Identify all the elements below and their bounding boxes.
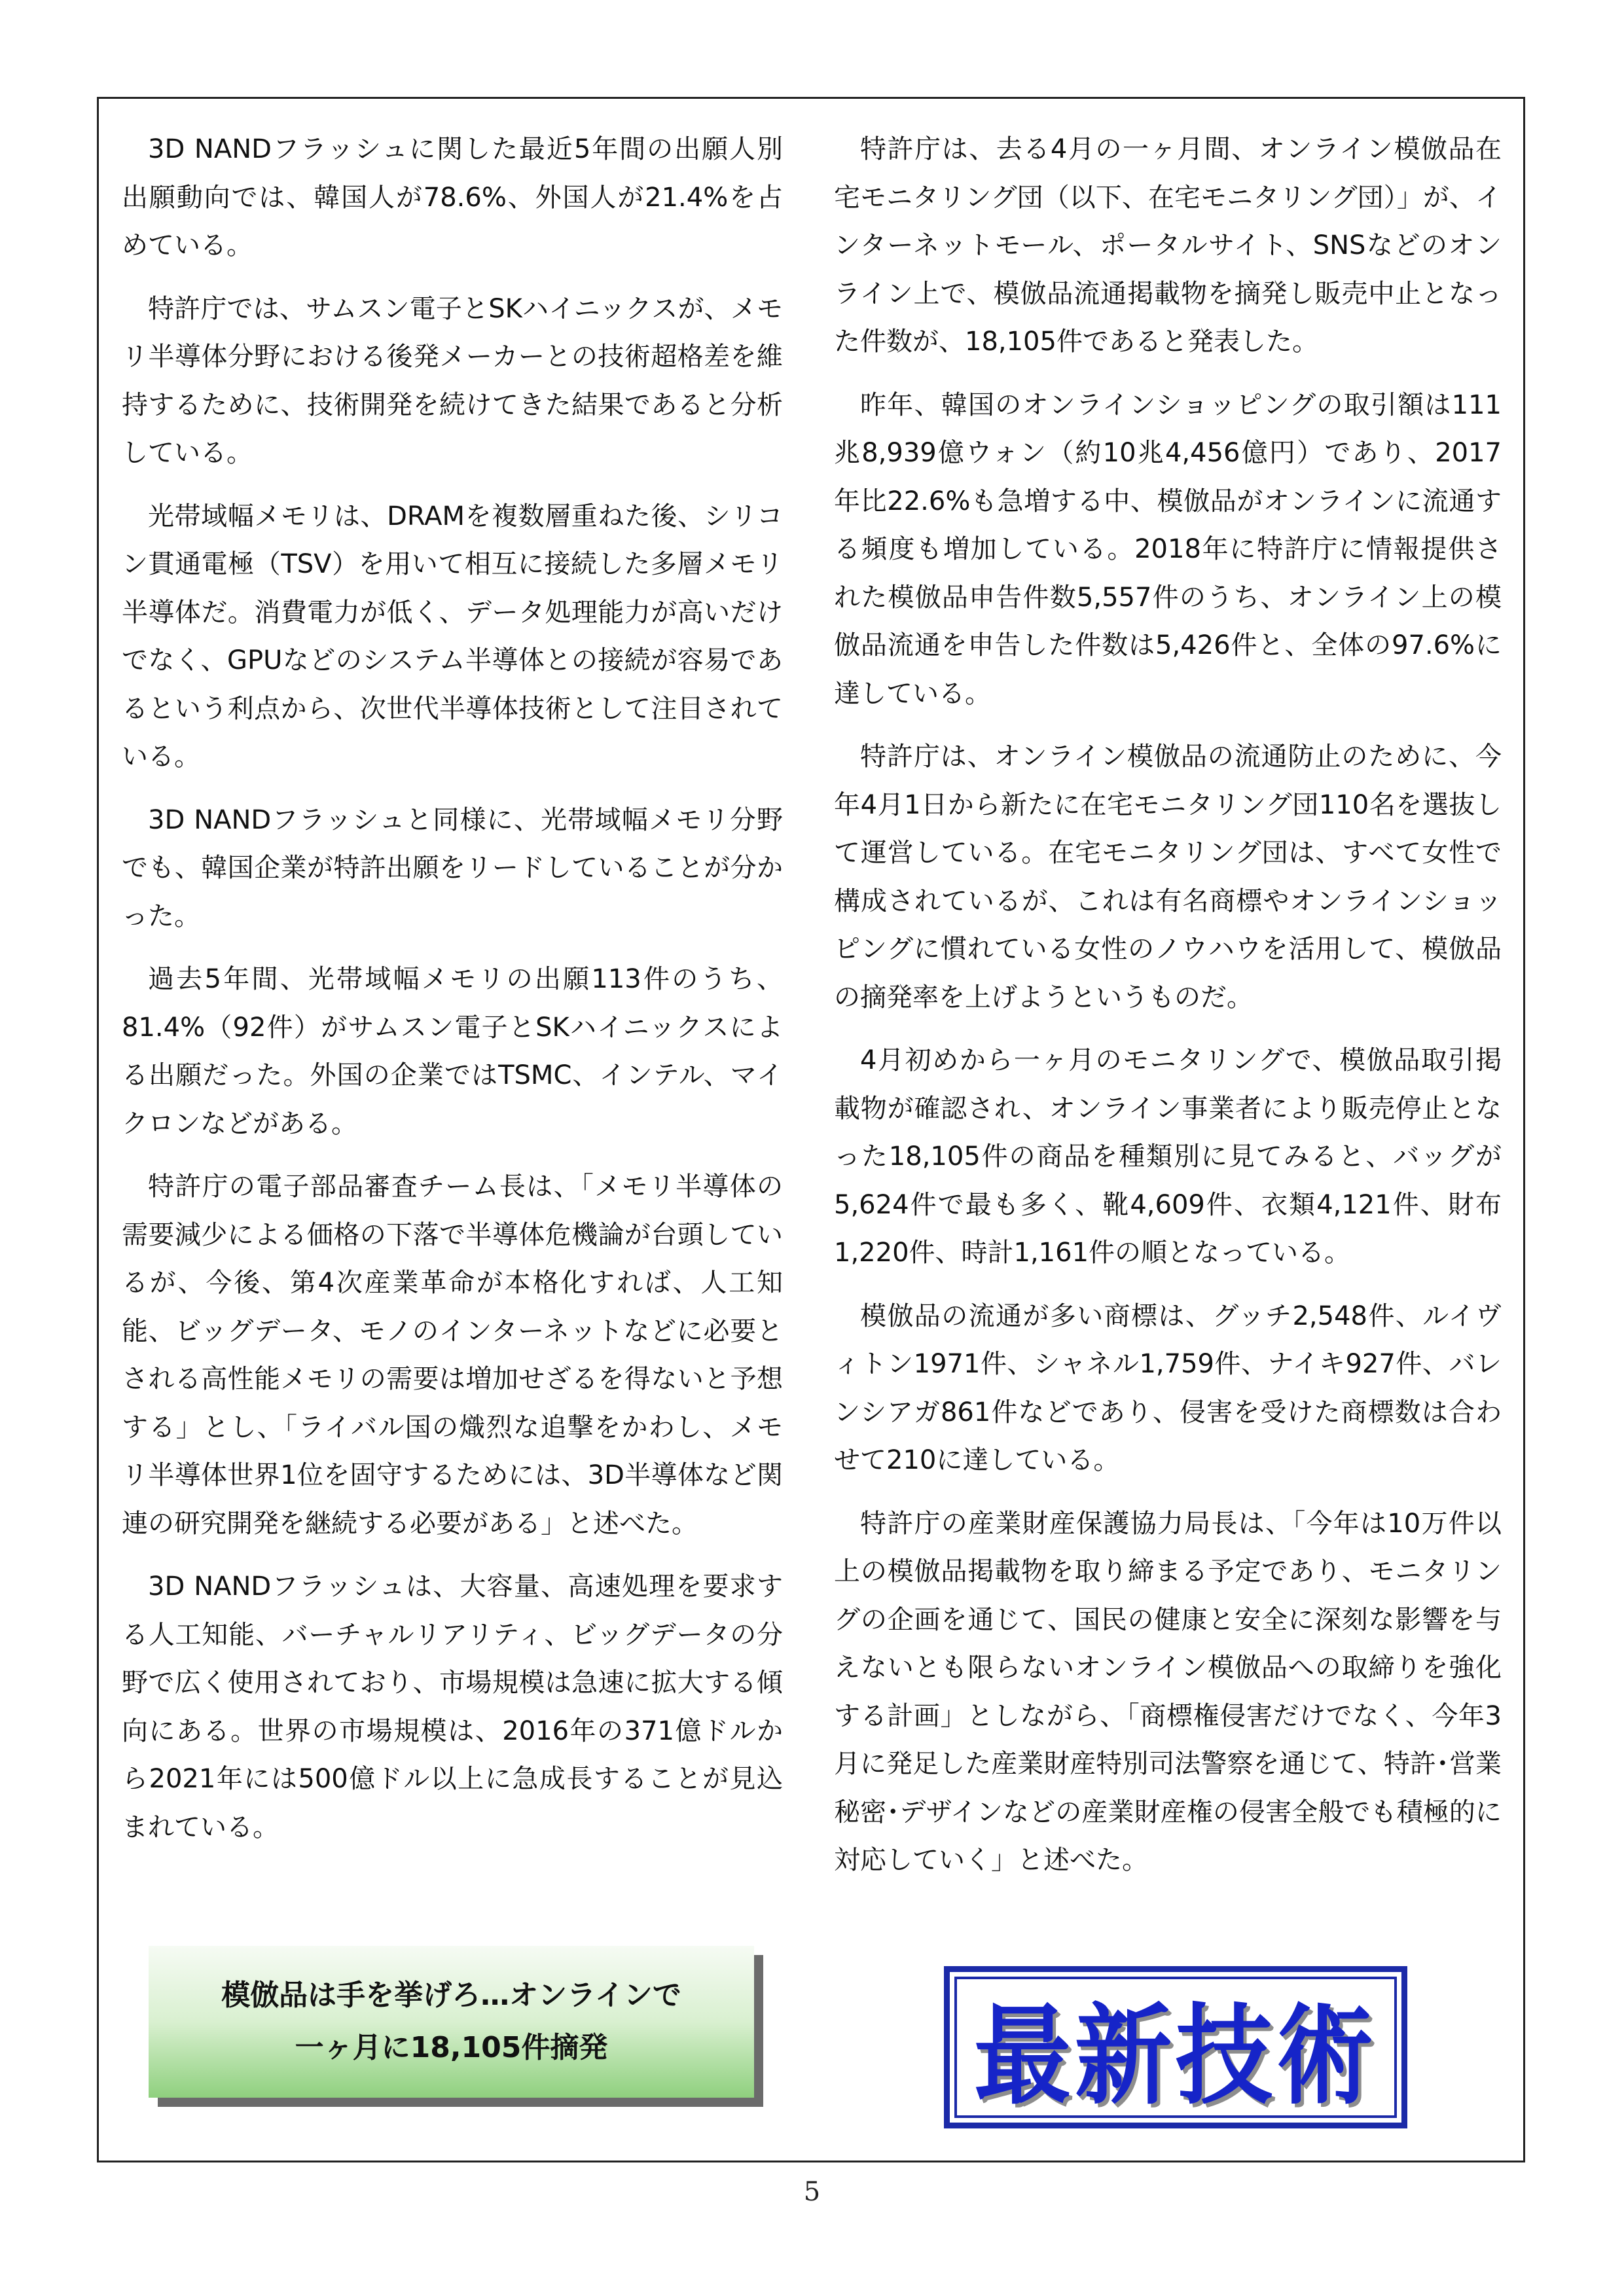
left-paragraph-7: 3D NANDフラッシュは、大容量、高速処理を要求する人工知能、バーチャルリアリティ、ビッグデータの分野で広く使用されており、市場規模は急速に拡大する傾向にある。世界の市場規模は、2016年の371億ドルから2021年には500億ドル以上に急成長することが見込まれている。: [122, 1571, 783, 1842]
left-paragraph-1: 3D NANDフラッシュに関した最近5年間の出願人別出願動向では、韓国人が78.6%、外国人が21.4%を占めている。: [122, 134, 783, 260]
page-number: 5: [803, 2177, 821, 2207]
left-paragraph-4: 3D NANDフラッシュと同様に、光帯域幅メモリ分野でも、韓国企業が特許出願をリードしていることが分かった。: [122, 804, 783, 931]
left-paragraph-3: 光帯域幅メモリは、DRAMを複数層重ねた後、シリコン貫通電極（TSV）を用いて相互に接続した多層メモリ半導体だ。消費電力が低く、データ処理能力が高いだけでなく、GPUなどのシステム半導体との接続が容易であるという利点から、次世代半導体技術として注目されている。: [122, 501, 783, 772]
right-paragraph-4: 4月初めから一ヶ月のモニタリングで、模倣品取引掲載物が確認され、オンライン事業者により販売停止となった18,105件の商品を種類別に見てみると、バッグが5,624件で最も多く、靴4,609件、衣類4,121件、財布1,220件、時計1,161件の順となっている。: [834, 1045, 1502, 1268]
left-article-column: [122, 126, 783, 1867]
right-article-column: [834, 126, 1502, 1900]
right-paragraph-2: 昨年、韓国のオンラインショッピングの取引額は111兆8,939億ウォン（約10兆4,456億円）であり、2017年比22.6%も急増する中、模倣品がオンラインに流通する頻度も増加している。2018年に特許庁に情報提供された模倣品申告件数5,557件のうち、オンライン上の模倣品流通を申告した件数は5,426件と、全体の97.6%に達している。: [834, 389, 1502, 709]
left-paragraph-5: 過去5年間、光帯域幅メモリの出願113件のうち、81.4%（92件）がサムスン電子とSKハイニックスによる出願だった。外国の企業ではTSMC、インテル、マイクロンなどがある。: [122, 964, 783, 1139]
right-paragraph-3: 特許庁は、オンライン模倣品の流通防止のために、今年4月1日から新たに在宅モニタリング団110名を選抜して運営している。在宅モニタリング団は、すべて女性で構成されているが、これは有名商標やオンラインショッピングに慣れている女性のノウハウを活用して、模倣品の摘発率を上げようというものだ。: [834, 742, 1502, 1013]
right-paragraph-1: 特許庁は、去る4月の一ヶ月間、オンライン模倣品在宅モニタリング団（以下、在宅モニタリング団）」が、インターネットモール、ポータルサイト、SNSなどのオンライン上で、模倣品流通掲載物を摘発し販売中止となった件数が、18,105件であると発表した。: [834, 134, 1502, 357]
left-paragraph-6: 特許庁の電子部品審査チーム長は、「メモリ半導体の需要減少による価格の下落で半導体危機論が台頭しているが、今後、第4次産業革命が本格化すれば、人工知能、ビッグデータ、モノのインターネットなどに必要とされる高性能メモリの需要は増加せざるを得ないと予想する」とし、「ライバル国の熾烈な追撃をかわし、メモリ半導体世界1位を固守するためには、3D半導体など関連の研究開発を継続する必要がある」と述べた。: [122, 1172, 783, 1539]
article-headline: 模倣品は手を挙げろ…オンラインで 一ヶ月に18,105件摘発: [221, 1979, 681, 2064]
right-paragraph-5: 模倣品の流通が多い商標は、グッチ2,548件、ルイヴィトン1971件、シャネル1,759件、ナイキ927件、バレンシアガ861件などであり、侵害を受けた商標数は合わせて210に達している。: [834, 1300, 1502, 1475]
right-paragraph-6: 特許庁の産業財産保護協力局長は、「今年は10万件以上の模倣品掲載物を取り締まる予定であり、モニタリングの企画を通じて、国民の健康と安全に深刻な影響を与えないとも限らないオンライン模倣品への取締りを強化する計画」としながら、「商標権侵害だけでなく、今年3月に発足した産業財産特別司法警察を通じて、特許･営業秘密･デザインなどの産業財産権の侵害全般でも積極的に対応していく」と述べた。: [834, 1508, 1502, 1875]
section-badge-label: 最新技術: [974, 1993, 1377, 2119]
section-badge-inner-border: [954, 1977, 1397, 2118]
section-badge: [944, 1966, 1407, 2128]
left-paragraph-2: 特許庁では、サムスン電子とSKハイニックスが、メモリ半導体分野における後発メーカーとの技術超格差を維持するために、技術開発を続けてきた結果であると分析している。: [122, 293, 783, 468]
article-headline-box: [149, 1946, 754, 2098]
